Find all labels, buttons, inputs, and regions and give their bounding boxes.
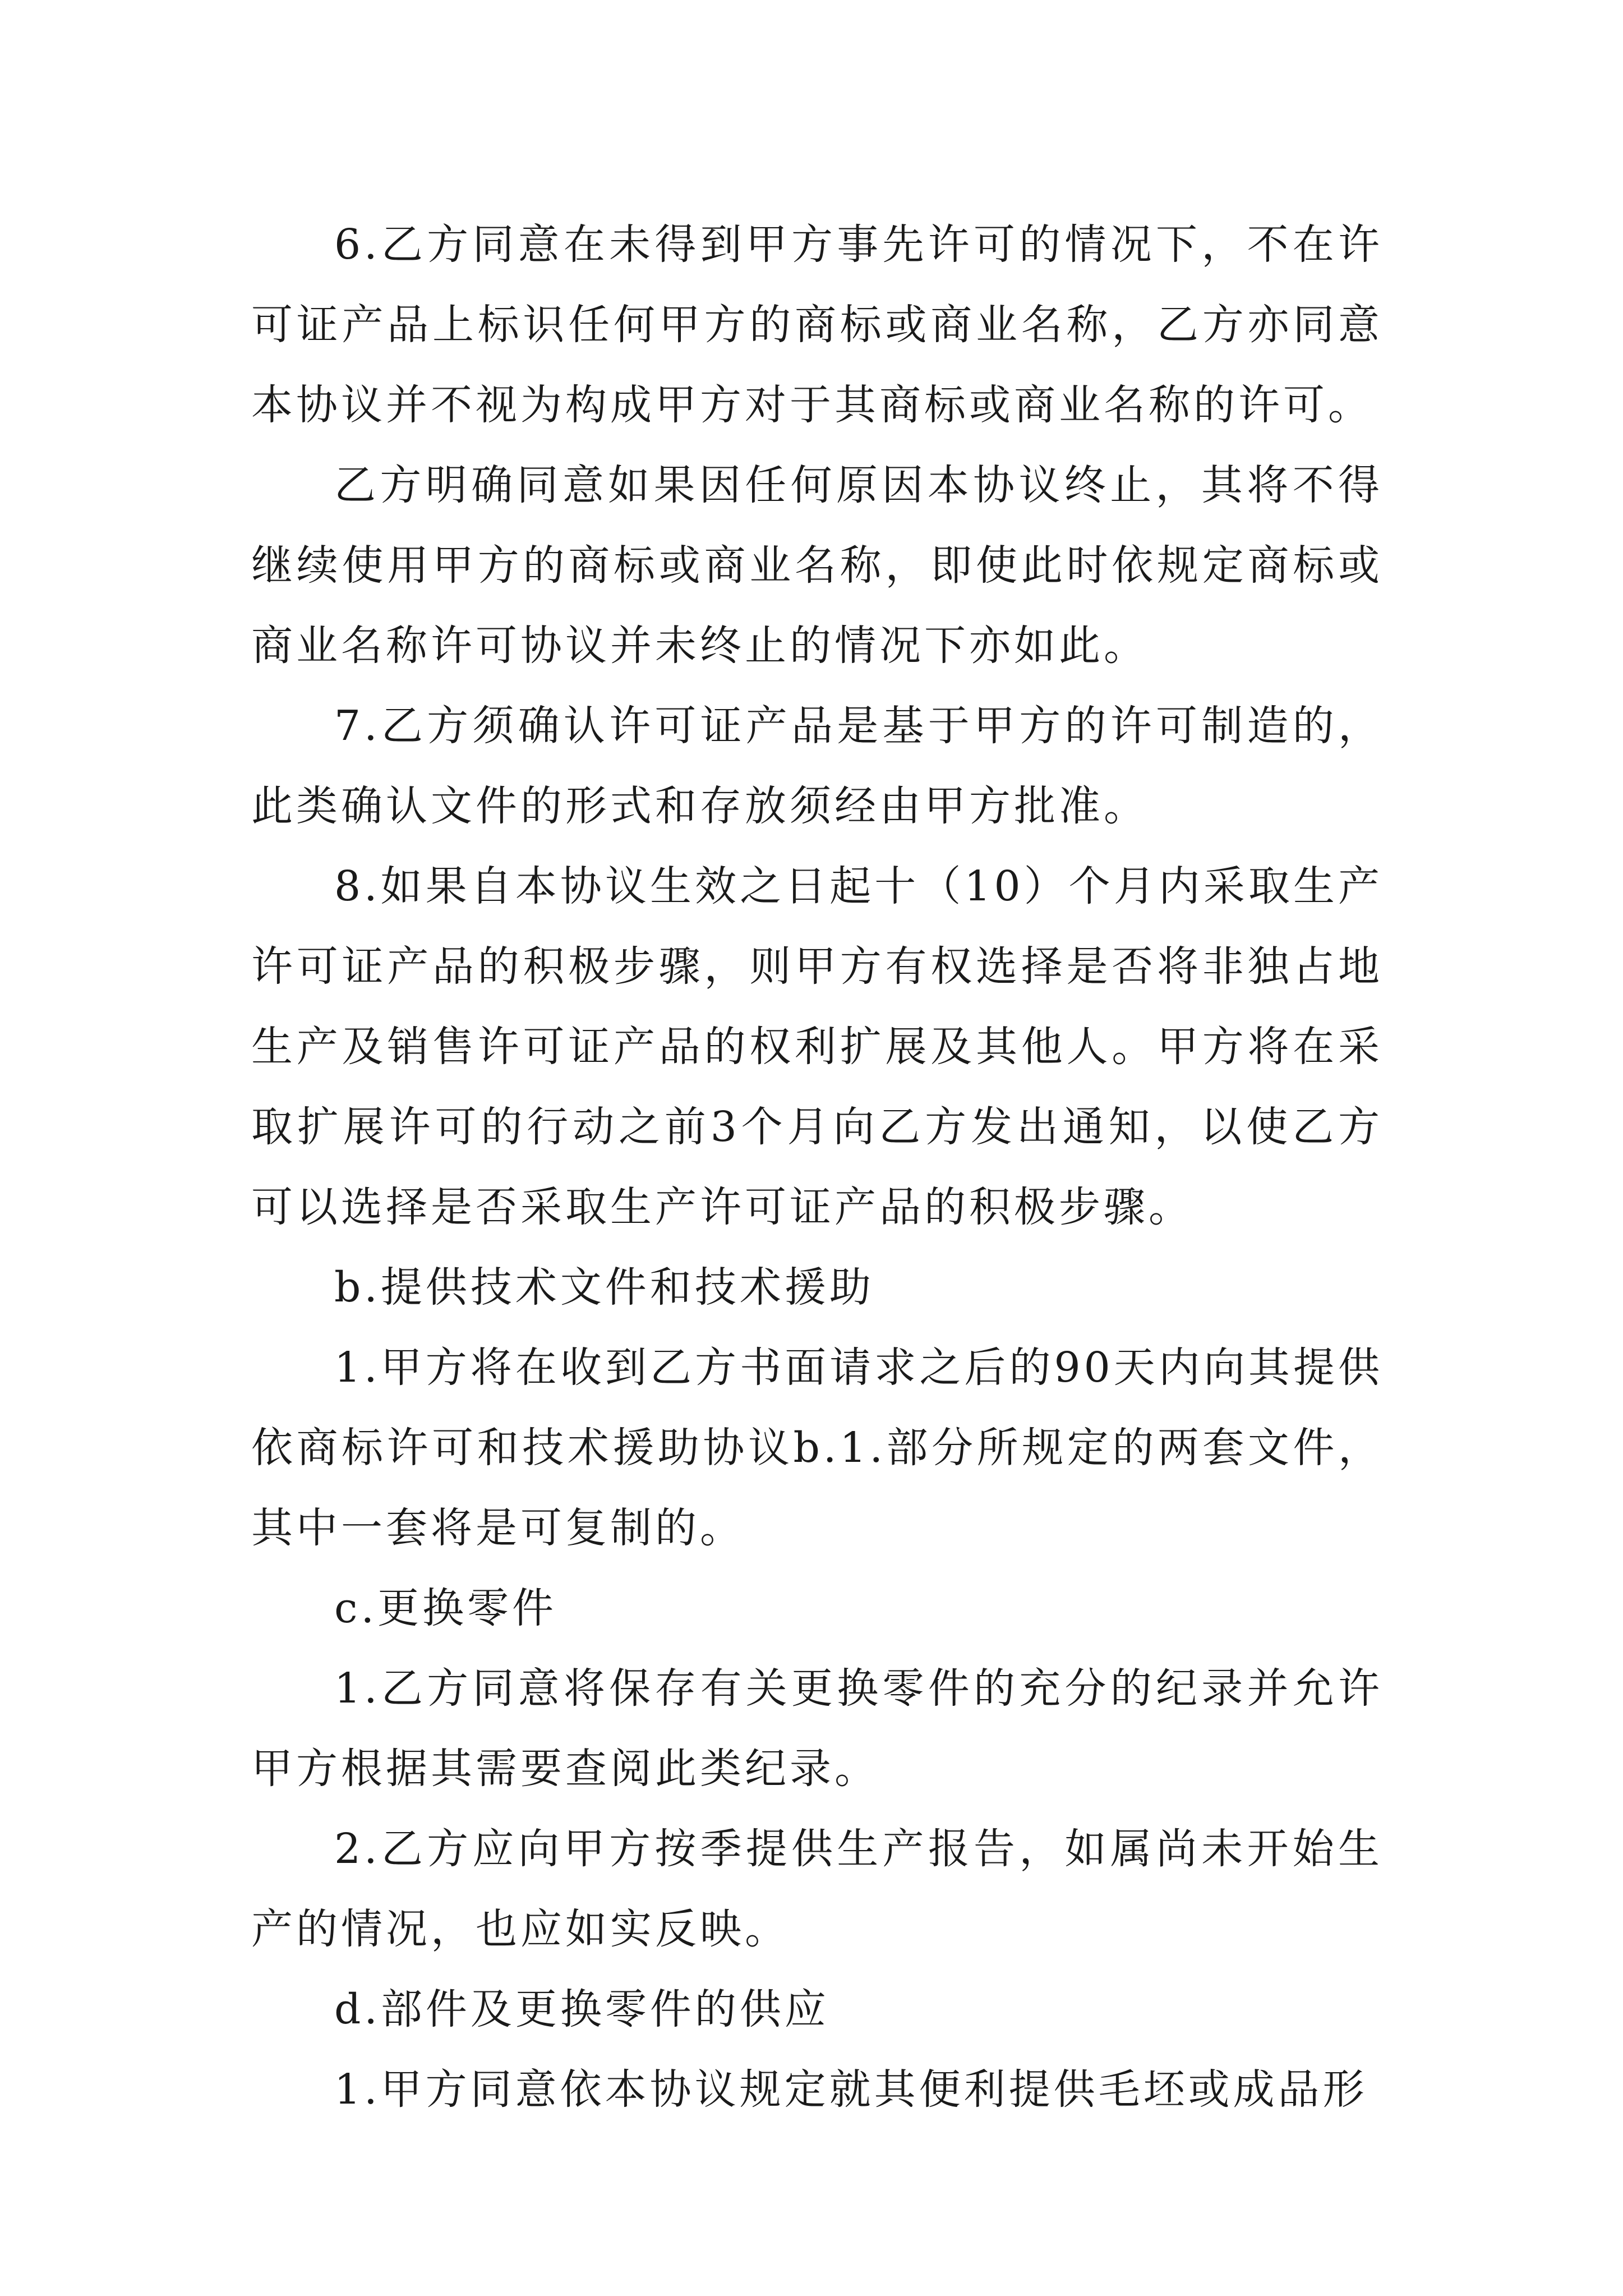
section-b-clause-1-paragraph: 1.甲方将在收到乙方书面请求之后的90天内向其提供依商标许可和技术援助协议b.1.部分所规定的两套文件，其中一套将是可复制的。: [251, 1343, 1383, 1552]
document-body: [251, 205, 1383, 2130]
section-d-heading: d.部件及更换零件的供应: [334, 1985, 829, 2033]
section-c-heading: c.更换零件: [334, 1584, 557, 1632]
clause-7-paragraph: 7.乙方须确认许可证产品是基于甲方的许可制造的，此类确认文件的形式和存放须经由甲方批准。: [251, 702, 1383, 830]
clause-8-paragraph: 8.如果自本协议生效之日起十（10）个月内采取生产许可证产品的积极步骤，则甲方有权选择是否将非独占地生产及销售许可证产品的权利扩展及其他人。甲方将在采取扩展许可的行动之前3个月向乙方发出通知，以使乙方可以选择是否采取生产许可证产品的积极步骤。: [251, 862, 1383, 1231]
section-c-clause-2-paragraph: 2.乙方应向甲方按季提供生产报告，如属尚未开始生产的情况，也应如实反映。: [251, 1825, 1383, 1953]
section-c-clause-1-paragraph: 1.乙方同意将保存有关更换零件的充分的纪录并允许甲方根据其需要查阅此类纪录。: [251, 1664, 1383, 1793]
section-d-clause-1-paragraph: 1.甲方同意依本协议规定就其便利提供毛坯或成品形: [334, 2065, 1368, 2114]
clause-6-paragraph: 6.乙方同意在未得到甲方事先许可的情况下，不在许可证产品上标识任何甲方的商标或商业名称，乙方亦同意本协议并不视为构成甲方对于其商标或商业名称的许可。: [251, 220, 1383, 429]
clause-6-continuation-paragraph: 乙方明确同意如果因任何原因本协议终止，其将不得继续使用甲方的商标或商业名称，即使此时依规定商标或商业名称许可协议并未终止的情况下亦如此。: [251, 461, 1383, 670]
section-b-heading: b.提供技术文件和技术援助: [334, 1263, 874, 1312]
